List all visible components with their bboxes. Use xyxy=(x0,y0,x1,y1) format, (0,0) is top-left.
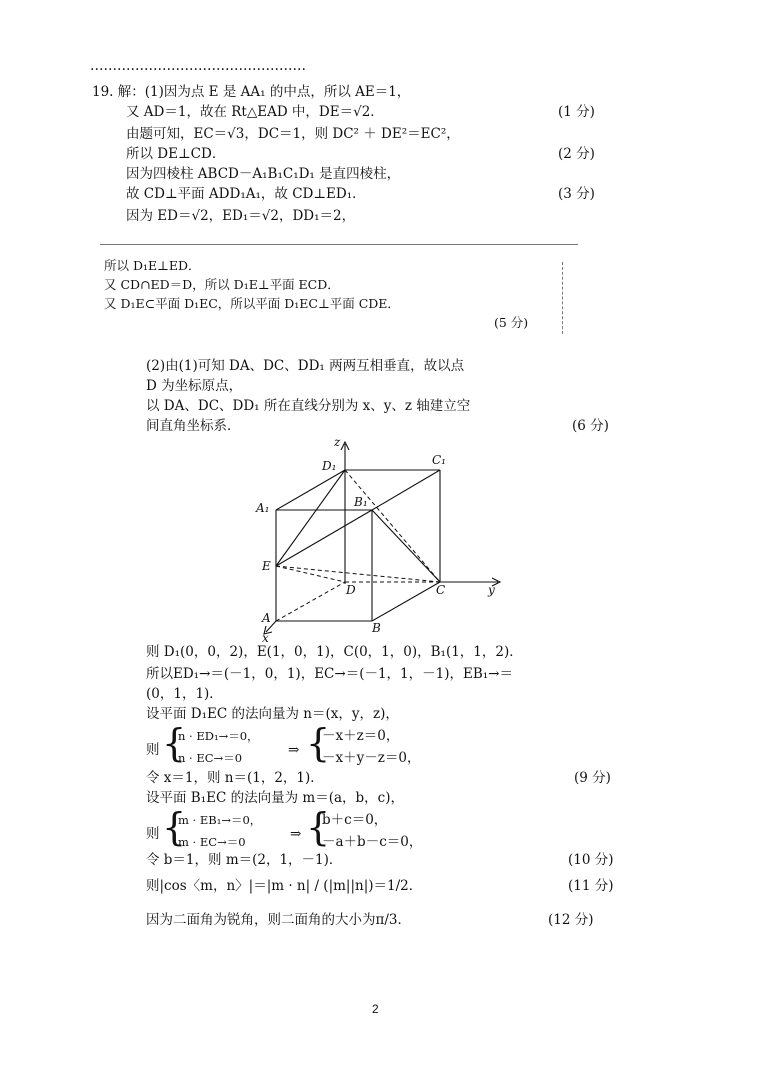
label-z: z xyxy=(334,435,341,449)
sys2-eq-c: b＋c＝0， xyxy=(322,812,388,828)
edge-c1b1 xyxy=(372,470,440,510)
p3-line9: 因为二面角为锐角，则二面角的大小为π/3． xyxy=(146,912,412,928)
edge-bc xyxy=(372,582,440,621)
p3-score12: (12 分) xyxy=(548,912,594,928)
hidden-seg-e-d xyxy=(276,566,345,582)
p3-line8: 则|cos〈m，n〉|＝|m · n| / (|m||n|)＝1/2． xyxy=(146,878,423,894)
p2-line1: (2)由(1)可知 DA、DC、DD₁ 两两互相垂直，故以点 xyxy=(146,358,465,374)
sys2-brace-left: { xyxy=(162,805,187,849)
label-c: C xyxy=(436,583,446,597)
p1-line4: 所以 DE⊥CD． xyxy=(126,146,226,162)
sys1-eq-d: －x＋y－z＝0， xyxy=(322,750,421,766)
dashed-margin-line xyxy=(562,262,563,334)
seg-e-d1 xyxy=(276,470,345,566)
p1b-score: (5 分) xyxy=(494,315,529,330)
label-c1: C₁ xyxy=(432,453,446,467)
sys1-eq-c: －x＋z＝0， xyxy=(322,728,400,744)
p2-line3: 以 DA、DC、DD₁ 所在直线分别为 x、y、z 轴建立空 xyxy=(146,398,471,414)
hidden-seg-d1-c xyxy=(345,470,440,582)
geometry-figure xyxy=(248,434,508,644)
p1-score2: (2 分) xyxy=(558,146,595,162)
p1b-line2: 又 CD∩ED＝D，所以 D₁E⊥平面 ECD． xyxy=(104,277,340,292)
p1b-line3: 又 D₁E⊂平面 D₁EC，所以平面 D₁EC⊥平面 CDE． xyxy=(104,296,400,311)
sys2-arrow: ⇒ xyxy=(290,826,302,842)
section-divider xyxy=(100,244,578,245)
label-y: y xyxy=(488,583,495,597)
p3-line4: 设平面 D₁EC 的法向量为 n＝(x，y，z)， xyxy=(146,706,399,722)
label-a1: A₁ xyxy=(256,501,270,515)
p1-line3: 由题可知，EC＝√3，DC＝1，则 DC² ＋ DE²＝EC²， xyxy=(126,126,460,142)
sys1-eq-a: n · ED₁→＝0， xyxy=(178,729,259,743)
p3-line6: 设平面 B₁EC 的法向量为 m＝(a，b，c)， xyxy=(146,790,404,806)
edge-d1a1 xyxy=(276,470,345,510)
label-b1: B₁ xyxy=(354,495,368,509)
p1b-line1: 所以 D₁E⊥ED． xyxy=(104,258,201,273)
sys2-eq-a: m · EB₁→＝0， xyxy=(178,813,262,827)
p3-line3: (0，1，1)． xyxy=(146,686,223,702)
p3-score9: (9 分) xyxy=(574,770,611,786)
label-d: D xyxy=(346,583,356,597)
p1-line2: 又 AD＝1，故在 Rt△EAD 中，DE＝√2． xyxy=(126,104,384,120)
p2-line4: 间直角坐标系． xyxy=(146,418,241,434)
cut-off-top-line xyxy=(90,58,610,76)
hidden-seg-e-c xyxy=(276,566,440,582)
label-b: B xyxy=(372,621,381,635)
p3-line2: 所以ED₁→＝(－1，0，1)，EC→＝(－1，1，－1)，EB₁→＝ xyxy=(146,666,513,682)
p3-line1: 则 D₁(0，0，2)，E(1，0，1)，C(0，1，0)，B₁(1，1，2)． xyxy=(146,644,523,660)
p3-line7: 令 b＝1，则 m＝(2，1，－1)． xyxy=(146,852,343,868)
sys2-eq-b: m · EC→＝0 xyxy=(178,835,246,849)
p1-line5: 因为四棱柱 ABCD－A₁B₁C₁D₁ 是直四棱柱， xyxy=(126,166,401,182)
label-e: E xyxy=(262,559,271,573)
p2-score: (6 分) xyxy=(572,418,609,434)
sys1-brace-right: { xyxy=(306,721,331,765)
sys2-brace-right: { xyxy=(306,805,331,849)
p1-score3: (3 分) xyxy=(558,186,595,202)
label-a: A xyxy=(262,611,271,625)
p1-score1: (1 分) xyxy=(558,104,595,120)
p1-line7: 因为 ED＝√2，ED₁＝√2，DD₁＝2， xyxy=(126,208,356,224)
p1-line1: 19. 解：(1)因为点 E 是 AA₁ 的中点，所以 AE＝1， xyxy=(92,84,411,100)
sys1-eq-b: n · EC→＝0 xyxy=(178,751,243,765)
label-d1: D₁ xyxy=(322,459,337,473)
p3-line5: 令 x＝1，则 n＝(1，2，1)． xyxy=(146,770,324,786)
seg-e-b1 xyxy=(276,510,372,566)
p2-line2: D 为坐标原点， xyxy=(146,378,243,394)
p1-line6: 故 CD⊥平面 ADD₁A₁，故 CD⊥ED₁． xyxy=(126,186,366,202)
page-number: 2 xyxy=(372,1002,379,1016)
p3-score10: (10 分) xyxy=(568,852,614,868)
p3-score11: (11 分) xyxy=(568,878,614,894)
sys1-prefix: 则 xyxy=(146,742,160,758)
sys2-eq-d: －a＋b－c＝0， xyxy=(322,834,423,850)
sys1-brace-left: { xyxy=(162,721,187,765)
sys1-arrow: ⇒ xyxy=(288,742,300,758)
sys2-prefix: 则 xyxy=(146,826,160,842)
cut-text: ………………………………………… xyxy=(90,58,306,74)
label-x: x xyxy=(262,631,269,645)
seg-b1-c xyxy=(372,510,440,582)
hidden-edge-ad xyxy=(276,582,345,621)
